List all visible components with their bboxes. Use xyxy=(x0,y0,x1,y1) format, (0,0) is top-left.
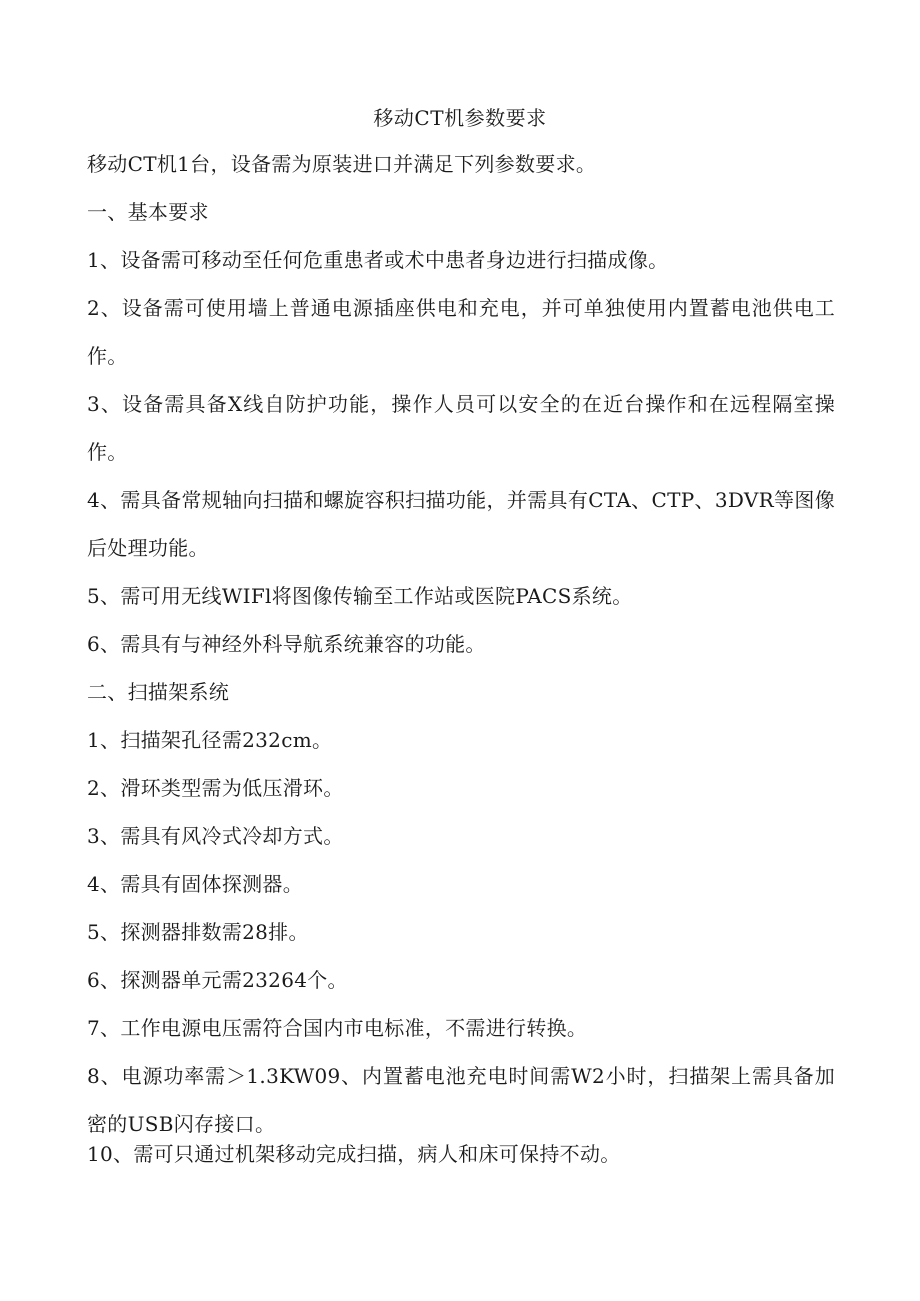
basic-item-2: 2、设备需可使用墙上普通电源插座供电和充电，并可单独使用内置蓄电池供电工作。 xyxy=(87,296,835,368)
basic-item-5: 5、需可用无线WIFl将图像传输至工作站或医院PACS系统。 xyxy=(87,584,633,608)
gantry-item-2: 2、滑环类型需为低压滑环。 xyxy=(87,776,344,800)
basic-item-1: 1、设备需可移动至任何危重患者或术中患者身边进行扫描成像。 xyxy=(87,248,669,272)
basic-item-3: 3、设备需具备X线自防护功能，操作人员可以安全的在近台操作和在远程隔室操作。 xyxy=(87,392,835,464)
document-body xyxy=(87,150,835,1168)
gantry-item-5: 5、探测器排数需28排。 xyxy=(87,920,309,944)
gantry-item-4: 4、需具有固体探测器。 xyxy=(87,872,304,896)
gantry-item-3: 3、需具有风冷式冷却方式。 xyxy=(87,824,344,848)
section-heading-basic: 一、基本要求 xyxy=(87,200,209,224)
gantry-item-7: 7、工作电源电压需符合国内市电标准，不需进行转换。 xyxy=(87,1016,588,1040)
section-heading-gantry: 二、扫描架系统 xyxy=(87,680,230,704)
gantry-item-1: 1、扫描架孔径需232cm。 xyxy=(87,728,333,752)
gantry-item-6: 6、探测器单元需23264个。 xyxy=(87,968,348,992)
intro-paragraph: 移动CT机1台，设备需为原装进口并满足下列参数要求。 xyxy=(87,152,597,176)
document-title: 移动CT机参数要求 xyxy=(373,106,547,130)
gantry-item-10: 10、需可只通过机架移动完成扫描，病人和床可保持不动。 xyxy=(87,1142,621,1166)
basic-item-6: 6、需具有与神经外科导航系统兼容的功能。 xyxy=(87,632,486,656)
gantry-item-8: 8、电源功率需＞1.3KW09、内置蓄电池充电时间需W2小时，扫描架上需具备加密的USB闪存接口。 xyxy=(87,1064,835,1136)
basic-item-4: 4、需具备常规轴向扫描和螺旋容积扫描功能，并需具有CTA、CTP、3DVR等图像后处理功能。 xyxy=(87,488,835,560)
